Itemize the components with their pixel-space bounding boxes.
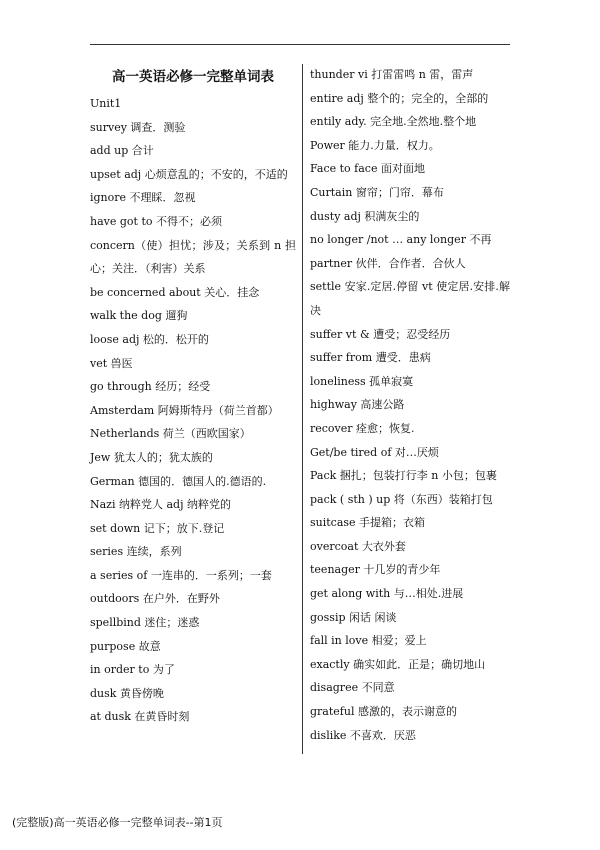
vocab-entry: series 连续，系列 <box>90 545 182 559</box>
vocab-entry: settle 安家.定居.停留 vt 使定居.安排.解决 <box>310 280 510 317</box>
vocab-entry: no longer /not … any longer 不再 <box>310 233 492 247</box>
vocab-entry: purpose 故意 <box>90 639 161 653</box>
vocab-entry: Nazi 纳粹党人 adj 纳粹党的 <box>90 498 231 512</box>
vocab-entry: thunder vi 打雷雷鸣 n 雷，雷声 <box>310 68 474 81</box>
vocab-entry: set down 记下；放下.登记 <box>90 521 225 535</box>
vocab-entry: dusk 黄昏傍晚 <box>90 686 164 700</box>
vocab-entry: Power 能力.力量．权力。 <box>310 138 440 152</box>
left-column <box>90 60 296 729</box>
document-title: 高一英语必修一完整单词表 <box>112 69 274 85</box>
vocab-entry: have got to 不得不；必须 <box>90 214 222 228</box>
vocab-entry: Curtain 窗帘；门帘．幕布 <box>310 185 444 199</box>
vocab-entry: teenager 十几岁的青少年 <box>310 563 441 577</box>
vocab-entry: entire adj 整个的；完全的，全部的 <box>310 91 489 105</box>
vocab-entry: Pack 捆扎；包装打行李 n 小包；包裹 <box>310 469 497 483</box>
vocab-entry: add up 合计 <box>90 144 154 158</box>
vocab-entry: at dusk 在黄昏时刻 <box>90 710 190 724</box>
vocab-entry: Jew 犹太人的；犹太族的 <box>90 450 213 464</box>
vocab-entry: gossip 闲话 闲谈 <box>310 610 397 624</box>
vocab-entry: in order to 为了 <box>90 663 175 677</box>
vocab-entry: German 德国的．德国人的.德语的. <box>90 474 267 488</box>
vocab-entry: highway 高速公路 <box>310 398 405 412</box>
page-footer: (完整版)高一英语必修一完整单词表--第1页 <box>12 816 223 829</box>
vocab-entry: partner 伙伴．合作者．合伙人 <box>310 256 466 270</box>
vocab-entry: vet 兽医 <box>90 356 133 370</box>
vocab-entry: spellbind 迷住；迷惑 <box>90 616 200 630</box>
vocab-entry: upset adj 心烦意乱的；不安的，不适的 <box>90 167 288 181</box>
vocab-entry: grateful 感激的，表示谢意的 <box>310 705 457 719</box>
vocab-entry: get along with 与…相处.进展 <box>310 587 464 601</box>
vocab-entry: fall in love 相爱；爱上 <box>310 634 427 648</box>
vocab-entry: walk the dog 遛狗 <box>90 309 188 323</box>
right-column <box>310 60 510 747</box>
vocab-entry: dislike 不喜欢．厌恶 <box>310 728 416 742</box>
vocab-entry: survey 调查．测验 <box>90 120 186 134</box>
vocab-entry: dusty adj 积满灰尘的 <box>310 209 420 223</box>
vocab-entry: outdoors 在户外．在野外 <box>90 592 220 606</box>
vocab-entry: a series of 一连串的．一系列；一套 <box>90 568 272 582</box>
vocab-entry: entily ady. 完全地.全然地.整个地 <box>310 115 477 129</box>
vocab-entry: suffer vt & 遭受；忍受经历 <box>310 327 451 341</box>
vocab-entry: be concerned about 关心．挂念 <box>90 285 260 299</box>
vocab-entry: loneliness 孤单寂寞 <box>310 374 414 388</box>
vocab-entry: Amsterdam 阿姆斯特丹（荷兰首都） <box>90 403 279 417</box>
vocab-entry: Get/be tired of 对…厌烦 <box>310 445 439 459</box>
vocab-entry: suitcase 手提箱；衣箱 <box>310 516 426 530</box>
vocab-entry: loose adj 松的．松开的 <box>90 332 209 346</box>
vocab-entry: Unit1 <box>90 97 122 110</box>
top-rule <box>90 44 510 45</box>
vocab-entry: Netherlands 荷兰（西欧国家） <box>90 427 251 441</box>
vocab-entry: overcoat 大衣外套 <box>310 539 406 553</box>
vocab-entry: go through 经历；经受 <box>90 380 211 394</box>
vocab-entry: exactly 确实如此．正是；确切地山 <box>310 657 486 671</box>
vocab-entry: suffer from 遭受．患病 <box>310 351 431 365</box>
vocab-entry: recover 痊愈；恢复. <box>310 421 415 435</box>
vocab-entry: disagree 不同意 <box>310 681 395 695</box>
vocab-entry: Face to face 面对面地 <box>310 162 425 176</box>
vocab-entry: concern（使）担忧；涉及；关系到 n 担心；关注．（利害）关系 <box>90 238 296 276</box>
column-divider <box>302 64 303 754</box>
vocab-entry: pack ( sth ) up 将（东西）装箱打包 <box>310 492 493 506</box>
vocab-entry: ignore 不理睬．忽视 <box>90 191 196 205</box>
